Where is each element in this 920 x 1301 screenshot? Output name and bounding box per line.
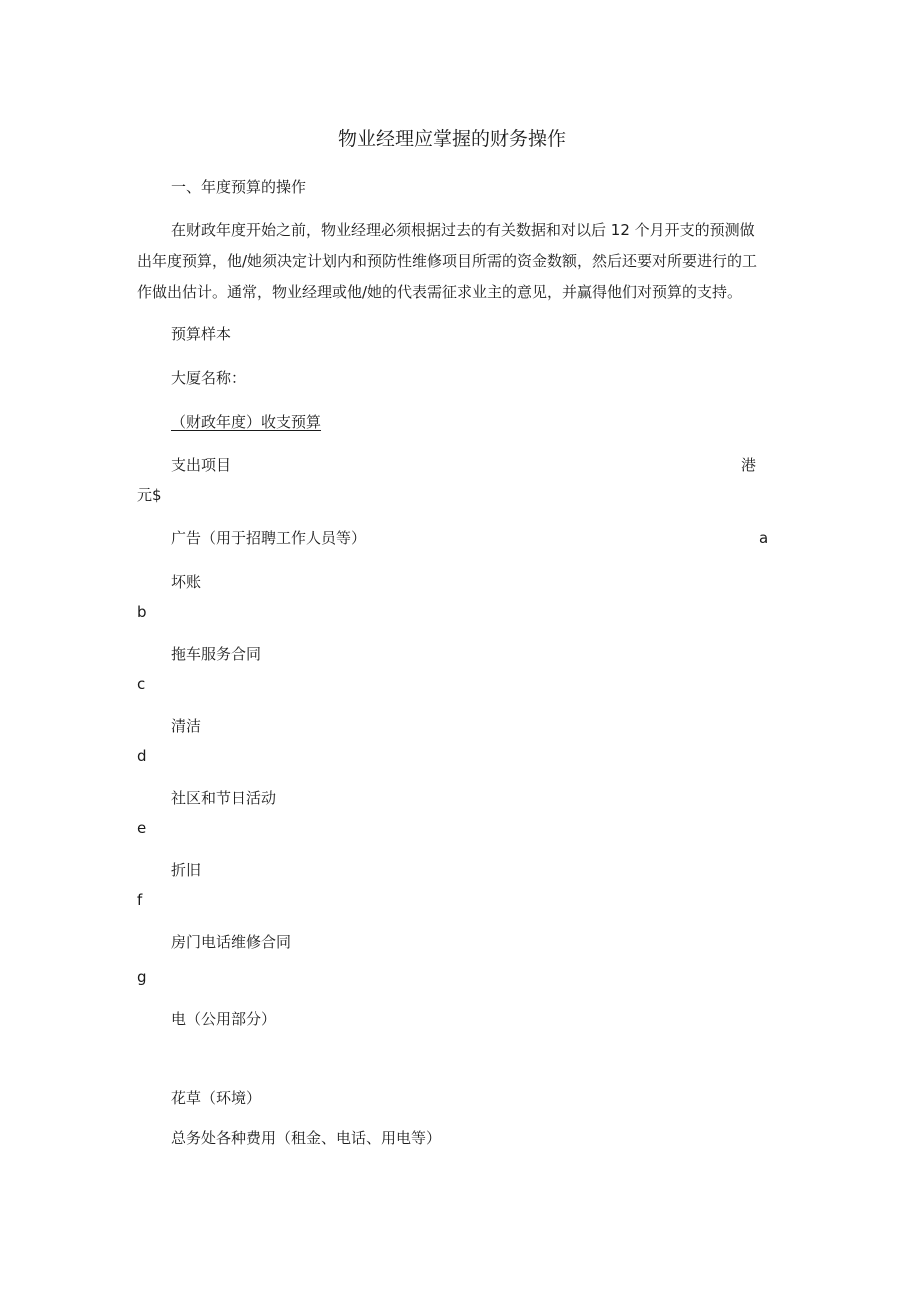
expense-item-name: 折旧 bbox=[171, 861, 202, 879]
expense-item-header: 支出项目 bbox=[171, 456, 232, 474]
intro-line-1: 在财政年度开始之前，物业经理必须根据过去的有关数据和对以后 12 个月开支的预测做 bbox=[171, 221, 755, 239]
expense-item-name: 清洁 bbox=[171, 717, 202, 735]
currency-header-part1: 港 bbox=[741, 456, 757, 474]
expense-item-code: e bbox=[137, 819, 147, 837]
budget-subtitle: （财政年度）收支预算 bbox=[171, 413, 322, 431]
expense-item-code: b bbox=[137, 603, 147, 621]
expense-item-name: 广告（用于招聘工作人员等） bbox=[171, 529, 367, 547]
expense-item-name: 总务处各种费用（租金、电话、用电等） bbox=[171, 1129, 442, 1147]
intro-line-2: 出年度预算，他/她须决定计划内和预防性维修项目所需的资金数额，然后还要对所要进行的工 bbox=[137, 252, 758, 270]
expense-item-code: d bbox=[137, 747, 147, 765]
building-name-label: 大厦名称： bbox=[171, 369, 247, 387]
expense-item-code: g bbox=[137, 968, 147, 986]
expense-item-name: 花草（环境） bbox=[171, 1089, 262, 1107]
document-title: 物业经理应掌握的财务操作 bbox=[338, 128, 567, 150]
expense-item-name: 房门电话维修合同 bbox=[171, 933, 292, 951]
expense-item-name: 社区和节日活动 bbox=[171, 789, 277, 807]
expense-item-name: 坏账 bbox=[171, 573, 202, 591]
expense-item-code: a bbox=[759, 529, 769, 547]
section-heading: 一、年度预算的操作 bbox=[171, 178, 307, 196]
expense-item-name: 电（公用部分） bbox=[171, 1010, 277, 1028]
sample-label: 预算样本 bbox=[171, 325, 232, 343]
intro-line-3: 作做出估计。通常，物业经理或他/她的代表需征求业主的意见，并赢得他们对预算的支持。 bbox=[137, 283, 743, 301]
currency-header-part2: 元$ bbox=[137, 486, 162, 504]
expense-item-name: 拖车服务合同 bbox=[171, 645, 262, 663]
expense-item-code: c bbox=[137, 675, 146, 693]
expense-item-code: f bbox=[137, 891, 143, 909]
